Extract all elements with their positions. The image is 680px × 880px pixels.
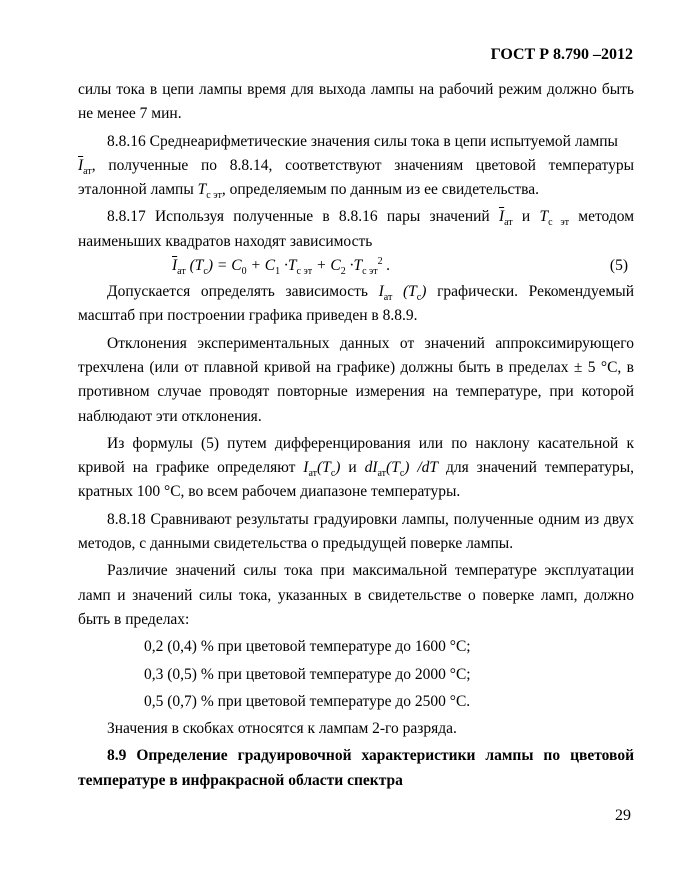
paragraph-differentiation: Из формулы (5) путем дифференцирования или по наклону касательной к кривой на графике определяют $I_{ат}(T_с)$ и $dI_{ат}(T_с)$ /dT для значений температуры, кратных 100 °С, во всем рабочем диапазоне температуры. (78, 434, 635, 501)
page-number: 29 (615, 807, 631, 824)
paragraph-difference: Различие значений силы тока при максимальной температуре эксплуатации ламп и значений силы тока, указанных в свидетельстве о поверке ламп, должно быть в пределах: (78, 562, 634, 628)
body-text (78, 78, 634, 793)
formula-number: (5) (609, 257, 628, 275)
formula-expression: $\overline{I}_{ат}$ $(T_с) = C_0 + C_1 \cdot T_{с эт} + C_2 \cdot T_{с эт}^2$ . (172, 255, 391, 278)
document-header: ГОСТ Р 8.790 –2012 (490, 46, 633, 63)
paragraph-8-8-16: 8.8.16 Среднеарифметические значения силы тока в цепи испытуемой лампы $\overline{I}_{ат}$, полученные по 8.8.14, соответствуют значениям цветовой температуры эталонной лампы $T_{с эт}$, определяемым по данным из ее свидетельства. (78, 132, 634, 202)
list-item: 0,3 (0,5) % при цветовой температуре до 2000 °С; (144, 665, 471, 683)
paragraph-continuation: силы тока в цепи лампы время для выхода лампы на рабочий режим должно быть не менее 7 мин. (78, 81, 634, 123)
list-item: 0,5 (0,7) % при цветовой температуре до 2500 °С. (144, 692, 471, 710)
paragraph-8-8-17: 8.8.17 Используя полученные в 8.8.16 пары значений $\overline{I}_{ат}$ и $T_{с эт}$ методом наименьших квадратов находят зависимость (78, 208, 635, 250)
formula-5 (78, 254, 634, 280)
paragraph-deviations: Отклонения экспериментальных данных от значений аппроксимирующего трехчлена (или от плавной кривой на графике) должны быть в пределах ± 5 °С, в противном случае проводят повторные измерения на температуре, при которой наблюдают эти отклонения. (78, 334, 634, 425)
section-heading-8-9: 8.9 Определение градуировочной характеристики лампы по цветовой температуре в инфракрасной области спектра (78, 747, 634, 789)
list-item: 0,2 (0,4) % при цветовой температуре до 1600 °С; (144, 638, 471, 656)
paragraph-graphical: Допускается определять зависимость $I_{ат}$ $(T_c)$ графически. Рекомендуемый масштаб при построении графика приведен в 8.8.9. (78, 283, 634, 325)
paragraph-note: Значения в скобках относятся к лампам 2-го разряда. (107, 720, 457, 738)
paragraph-8-8-18: 8.8.18 Сравнивают результаты градуировки лампы, полученные одним из двух методов, с данными свидетельства о предыдущей поверке лампы. (78, 510, 634, 553)
